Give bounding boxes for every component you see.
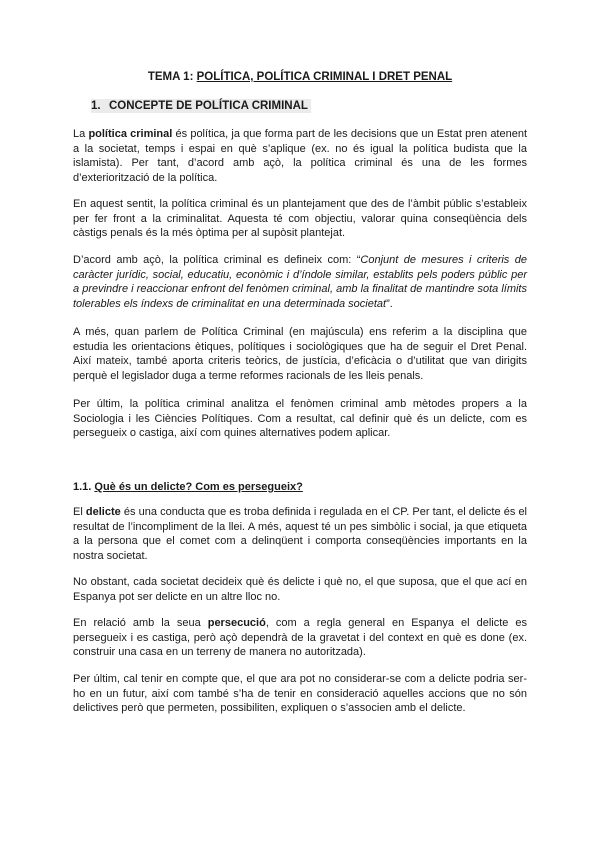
text-run: , com a regla general en Espanya el delicte es persegueix i es castiga, però açò dependrà de la gravetat i del context en què es done (ex. construir una casa en un terreny de manera no autoritzada). <box>73 617 528 659</box>
text-run: La <box>73 128 89 140</box>
text-run: és una conducta que es troba definida i regulada en el CP. Per tant, el delicte és el resultat de l’incompliment de la llei. A més, aquest té un pes simbòlic i social, ja que etiqueta a la persona que el comet com a delinqüent i comporta conseqüències importants en la nostra societat. <box>73 506 528 562</box>
bold-term: persecució <box>207 617 266 629</box>
title-prefix: TEMA 1: <box>147 71 197 83</box>
title-main: POLÍTICA, POLÍTICA CRIMINAL I DRET PENAL <box>196 71 453 83</box>
section-title: CONCEPTE DE POLÍTICA CRIMINAL <box>109 100 308 112</box>
paragraph-8 <box>73 616 527 660</box>
definition-quote: Conjunt de mesures i criteris de caràcter jurídic, social, educatiu, econòmic i d’índole similar, establits pels poders públic per a previndre i reaccionar enfront del fenòmen criminal, amb la finalitat de mantindre sota límits tolerables els índexs de criminalitat en una determinada societat <box>73 254 527 310</box>
text-run: D’acord amb açò, la política criminal es defineix com: “ <box>73 254 361 266</box>
paragraph-1 <box>73 127 527 185</box>
page-title <box>0 71 600 83</box>
section-heading-1 <box>91 99 311 113</box>
paragraph-9: Per últim, cal tenir en compte que, el que ara pot no considerar-se com a delicte podria ser-ho en un futur, així com també s’ha de tenir en consideració aquelles accions que no són delictives però que permeten, possibiliten, expliquen o s’associen amb el delicte. <box>73 673 527 715</box>
paragraph-7: No obstant, cada societat decideix què és delicte i què no, el que suposa, que el que ací en Espanya pot ser delicte en un altre lloc no. <box>73 576 527 603</box>
bold-term: política criminal <box>88 128 173 140</box>
paragraph-6 <box>73 505 527 563</box>
text-run: és política, ja que forma part de les decisions que un Estat pren atenent a la societat, temps i espai en què s’aplique (ex. no és igual la política budista que la islamista). Per tant, d’acord amb açò, la política criminal és una de les formes d’exteriorització de la política. <box>73 128 528 184</box>
subsection-number: 1.1. <box>73 481 95 493</box>
subsection-title: Què és un delicte? Com es persegueix? <box>94 481 303 493</box>
bold-term: delicte <box>85 506 121 518</box>
paragraph-2: En aquest sentit, la política criminal és un plantejament que des de l’àmbit públic s’estableix per fer front a la criminalitat. Aquesta té com objectiu, valorar quina conseqüència dels càstigs penals és la més òptima per al supòsit plantejat. <box>73 198 527 240</box>
paragraph-3 <box>73 253 527 311</box>
paragraph-4: A més, quan parlem de Política Criminal (en majúscula) ens referim a la disciplina que estudia les orientacions ètiques, polítiques i sociològiques que ha de seguir el Dret Penal. Així mateix, també aporta criteris teòrics, de justícia, d’eficàcia o d’utilitat que van dirigits perquè el legislador duga a terme reformes racionals de les lleis penals. <box>73 326 527 382</box>
section-number: 1. <box>91 100 101 112</box>
text-run: ”. <box>386 297 393 310</box>
text-run: El <box>73 506 86 518</box>
paragraph-5: Per últim, la política criminal analitza el fenòmen criminal amb mètodes propers a la Sociologia i les Ciències Polítiques. Com a resultat, cal definir què és un delicte, com es persegueix o castiga, així com quines alternatives podem aplicar. <box>73 398 527 440</box>
text-run: En relació amb la seua <box>73 617 208 629</box>
subsection-heading <box>73 481 303 493</box>
